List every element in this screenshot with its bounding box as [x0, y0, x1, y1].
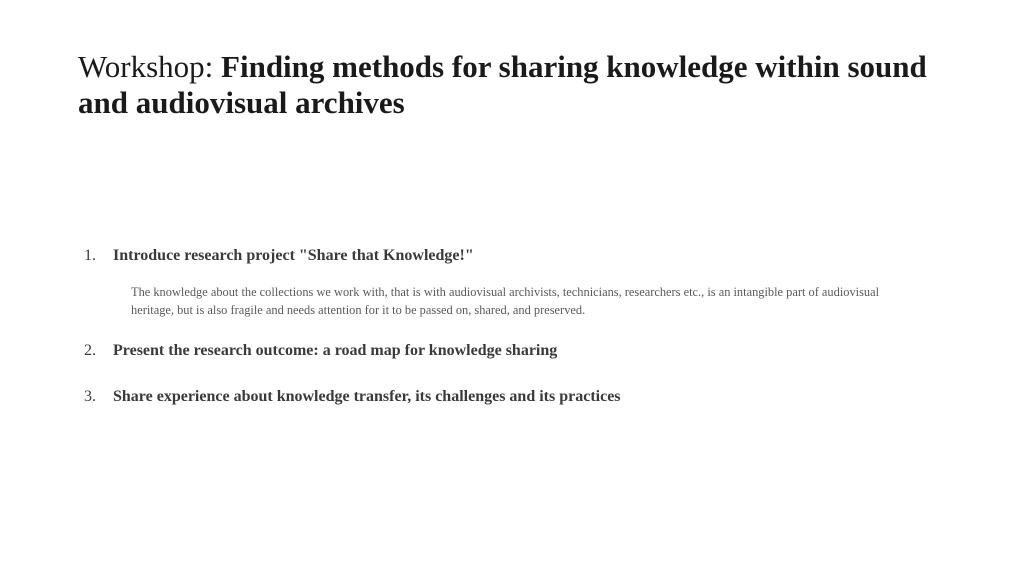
- slide-title: [78, 49, 958, 121]
- agenda-item-heading: Present the research outcome: a road map for knowledge sharing: [113, 342, 558, 359]
- title-main: Finding methods for sharing knowledge within sound and audiovisual archives: [78, 49, 927, 120]
- title-prefix: Workshop:: [78, 49, 214, 84]
- agenda-item-number: 2.: [84, 342, 96, 359]
- agenda-item-heading: Share experience about knowledge transfer, its challenges and its practices: [113, 388, 621, 405]
- agenda-item-number: 1.: [84, 247, 96, 264]
- agenda-item-number: 3.: [84, 388, 96, 405]
- agenda-item-description: The knowledge about the collections we work with, that is with audiovisual archivists, technicians, researchers etc., is an intangible part of audiovisual heritage, but is also fragile and needs attention for it to be passed on, shared, and preserved.: [131, 285, 880, 317]
- agenda-item-heading: Introduce research project "Share that Knowledge!": [113, 247, 474, 264]
